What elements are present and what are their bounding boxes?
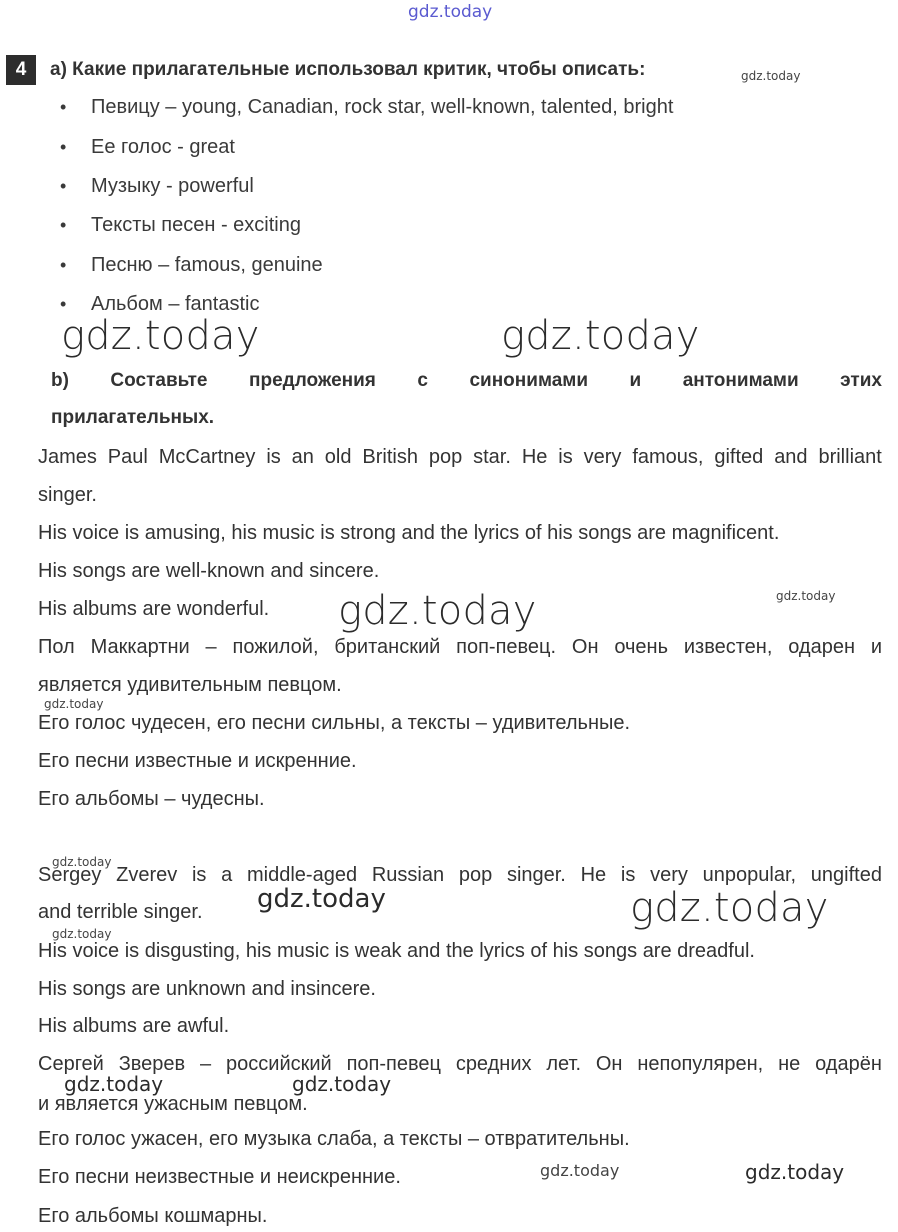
mccartney-ru-intro-line2: является удивительным певцом. — [38, 674, 342, 696]
watermark: gdz.today — [64, 1072, 164, 1096]
word: is — [620, 864, 636, 886]
word: одарён — [815, 1053, 882, 1075]
word: поп-певец. — [456, 636, 557, 658]
word: very — [583, 446, 622, 468]
word: middle-aged — [247, 864, 358, 886]
bullet-item — [60, 254, 323, 277]
word: этих — [840, 370, 882, 391]
word: He — [521, 446, 548, 468]
word: средних — [455, 1053, 532, 1075]
bullet-item — [60, 175, 254, 198]
word: ungifted — [810, 864, 882, 886]
word: James — [38, 446, 97, 468]
watermark: gdz.today — [61, 313, 260, 359]
watermark: gdz.today — [741, 69, 801, 83]
word: star. — [473, 446, 511, 468]
word: – — [200, 1053, 212, 1075]
mccartney-ru-intro — [38, 636, 882, 659]
word: очень — [614, 636, 669, 658]
word: предложения — [248, 370, 376, 391]
word: непопулярен, — [637, 1053, 764, 1075]
word: famous, — [632, 446, 704, 468]
word: is — [558, 446, 573, 468]
word: – — [205, 636, 217, 658]
word: известен, — [683, 636, 773, 658]
watermark: gdz.today — [44, 697, 104, 711]
word: pop — [458, 864, 493, 886]
bullet-label: Ее голос - great — [91, 136, 235, 158]
bullet-item — [60, 136, 235, 159]
bullet-dot-icon: • — [60, 97, 67, 117]
word: and — [774, 446, 808, 468]
word: an — [291, 446, 314, 468]
mccartney-en-intro-line2: singer. — [38, 484, 97, 506]
zverev-en-intro-line2: and terrible singer. — [38, 901, 203, 923]
watermark: gdz.today — [52, 927, 112, 941]
watermark: gdz.today — [338, 588, 537, 634]
word: is — [266, 446, 281, 468]
bullet-label: Песню – famous, genuine — [91, 254, 323, 276]
word: Зверев — [118, 1053, 186, 1075]
zverev-en-albums: His albums are awful. — [38, 1015, 230, 1037]
part-b-heading — [51, 370, 882, 392]
word: a — [221, 864, 233, 886]
bullet-item — [60, 96, 673, 119]
word: Сергей — [38, 1053, 104, 1075]
watermark: gdz.today — [540, 1161, 620, 1180]
word: и — [629, 370, 642, 391]
word: Пол — [38, 636, 75, 658]
word: и — [870, 636, 882, 658]
bullet-dot-icon: • — [60, 294, 67, 314]
mccartney-ru-songs: Его песни известные и искренние. — [38, 750, 357, 772]
zverev-ru-songs: Его песни неизвестные и неискренние. — [38, 1166, 401, 1188]
bullet-dot-icon: • — [60, 215, 67, 235]
bullet-label: Тексты песен - exciting — [91, 214, 301, 236]
word: лет. — [546, 1053, 582, 1075]
word: с — [417, 370, 428, 391]
mccartney-en-songs: His songs are well-known and sincere. — [38, 560, 380, 582]
exercise-number-badge: 4 — [6, 55, 36, 85]
watermark: gdz.today — [292, 1072, 392, 1096]
watermark-top: gdz.today — [408, 2, 493, 22]
word: old — [324, 446, 352, 468]
zverev-ru-intro-line2: и является ужасным певцом. — [38, 1093, 308, 1115]
word: одарен — [788, 636, 855, 658]
watermark: gdz.today — [745, 1160, 845, 1184]
word: Он — [571, 636, 599, 658]
watermark: gdz.today — [630, 885, 829, 931]
bullet-dot-icon: • — [60, 137, 67, 157]
watermark: gdz.today — [776, 589, 836, 603]
mccartney-en-albums: His albums are wonderful. — [38, 598, 270, 620]
mccartney-ru-voice: Его голос чудесен, его песни сильны, а тексты – удивительные. — [38, 712, 631, 734]
watermark: gdz.today — [257, 884, 386, 914]
watermark: gdz.today — [501, 313, 700, 359]
watermark: gdz.today — [52, 855, 112, 869]
mccartney-en-voice: His voice is amusing, his music is strong and the lyrics of his songs are magnificent. — [38, 522, 780, 544]
word: Zverev — [116, 864, 178, 886]
bullet-label: Музыку - powerful — [91, 175, 254, 197]
bullet-dot-icon: • — [60, 176, 67, 196]
word: brilliant — [818, 446, 882, 468]
word: He — [580, 864, 607, 886]
word: singer. — [506, 864, 566, 886]
word: не — [778, 1053, 801, 1075]
part-b-heading-line2: прилагательных. — [51, 407, 215, 428]
zverev-ru-intro — [38, 1053, 882, 1076]
word: b) — [51, 370, 69, 391]
word: синонимами — [469, 370, 589, 391]
zverev-en-intro — [38, 864, 882, 887]
word: very — [650, 864, 688, 886]
word: Он — [595, 1053, 623, 1075]
word: британский — [334, 636, 441, 658]
zverev-ru-voice: Его голос ужасен, его музыка слаба, а тексты – отвратительны. — [38, 1128, 630, 1150]
word: поп-певец — [346, 1053, 441, 1075]
bullet-label: Певицу – young, Canadian, rock star, well-known, talented, bright — [91, 96, 674, 118]
word: Sergey — [38, 864, 102, 886]
word: Маккартни — [90, 636, 190, 658]
word: is — [191, 864, 207, 886]
mccartney-ru-albums: Его альбомы – чудесны. — [38, 788, 265, 810]
zverev-en-songs: His songs are unknown and insincere. — [38, 978, 376, 1000]
zverev-en-voice: His voice is disgusting, his music is weak and the lyrics of his songs are dreadful. — [38, 940, 755, 962]
word: антонимами — [682, 370, 799, 391]
word: пожилой, — [232, 636, 319, 658]
word: unpopular, — [702, 864, 797, 886]
bullet-item — [60, 214, 301, 237]
word: Составьте — [110, 370, 208, 391]
word: российский — [226, 1053, 332, 1075]
word: British — [362, 446, 418, 468]
word: Paul — [107, 446, 148, 468]
bullet-label: Альбом – fantastic — [91, 293, 260, 315]
bullet-dot-icon: • — [60, 255, 67, 275]
word: Russian — [371, 864, 445, 886]
part-a-heading: а) Какие прилагательные использовал критик, чтобы описать: — [50, 59, 646, 80]
word: pop — [428, 446, 463, 468]
word: gifted — [714, 446, 764, 468]
mccartney-en-intro — [38, 446, 882, 469]
zverev-ru-albums: Его альбомы кошмарны. — [38, 1205, 268, 1227]
word: McCartney — [158, 446, 256, 468]
